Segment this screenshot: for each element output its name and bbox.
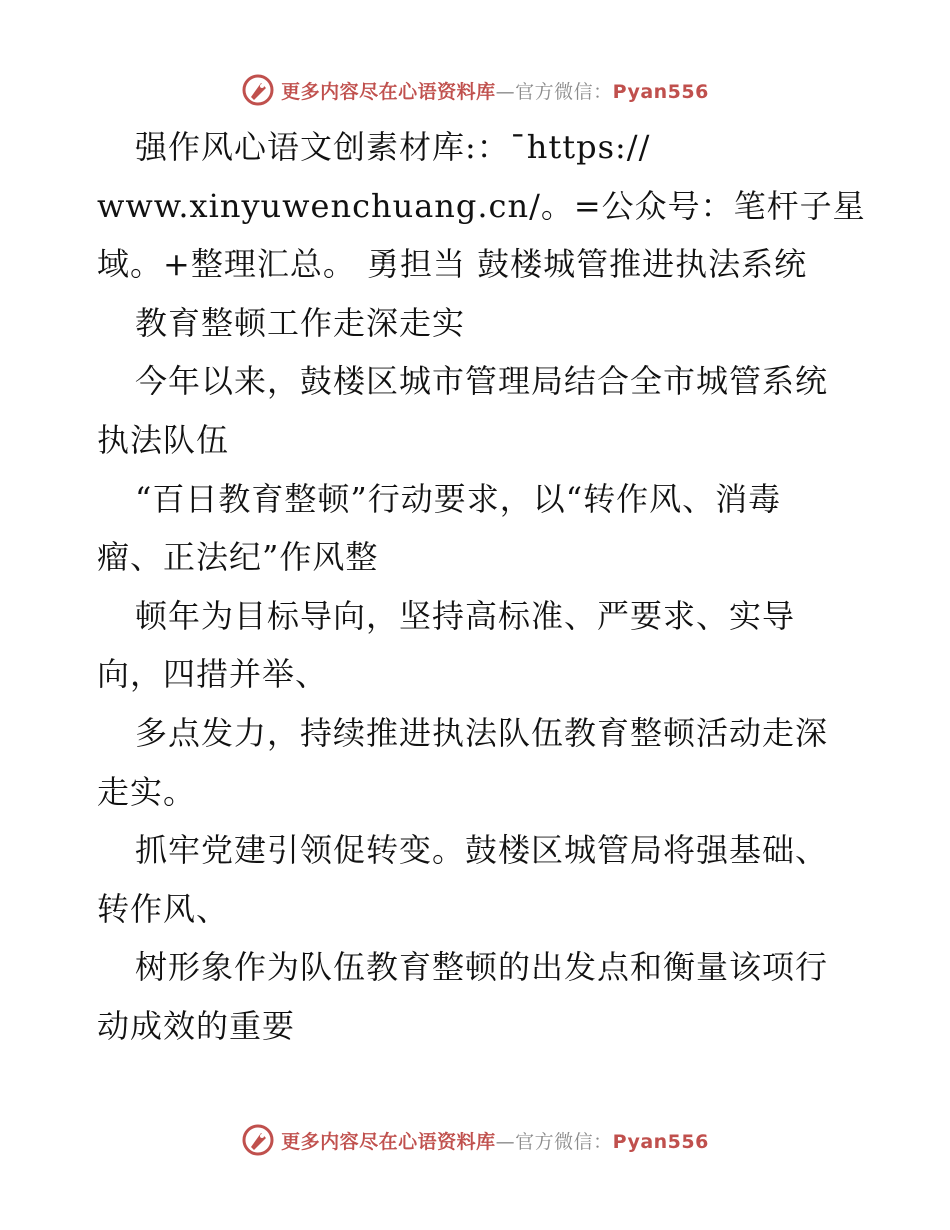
text-line: 多点发力，持续推进执法队伍教育整顿活动走深	[135, 713, 829, 752]
document-body	[97, 118, 866, 1056]
text-line: 向，四措并举、	[97, 655, 329, 694]
text-line: 域。+整理汇总。 勇担当 鼓楼城管推进执法系统	[97, 245, 808, 284]
banner-separator: —	[495, 1130, 516, 1153]
text-line: 动成效的重要	[97, 1006, 296, 1045]
text-line: “百日教育整顿”行动要求，以“转作风、消毒	[135, 479, 782, 518]
text-line: 抓牢党建引领促转变。鼓楼区城管局将强基础、	[135, 831, 829, 870]
banner-separator: —	[495, 80, 516, 103]
banner-main-text: 更多内容尽在心语资料库	[281, 1130, 496, 1153]
banner-main-text: 更多内容尽在心语资料库	[281, 80, 496, 103]
banner-wechat-label: 官方微信：	[515, 1130, 613, 1153]
text-line: 强作风心语文创素材库:：¯https://	[135, 128, 651, 166]
text-line: www.xinyuwenchuang.cn/。=公众号：笔杆子星	[97, 186, 866, 225]
banner-text	[281, 77, 709, 104]
text-line: 树形象作为队伍教育整顿的出发点和衡量该项行	[135, 948, 829, 987]
banner-wechat-account: Pyan556	[612, 1130, 709, 1153]
text-line: 转作风、	[97, 889, 230, 928]
header-banner	[0, 70, 950, 110]
text-line: 教育整顿工作走深走实	[135, 303, 466, 342]
banner-text	[281, 1127, 709, 1154]
pen-nib-logo-icon	[241, 1123, 275, 1157]
footer-banner	[0, 1120, 950, 1160]
text-line: 走实。	[97, 772, 197, 811]
text-line: 顿年为目标导向，坚持高标准、严要求、实导	[135, 596, 796, 635]
banner-wechat-label: 官方微信：	[515, 80, 613, 103]
text-line: 今年以来，鼓楼区城市管理局结合全市城管系统	[135, 362, 829, 401]
text-line: 瘤、正法纪”作风整	[97, 538, 379, 577]
text-line: 执法队伍	[97, 420, 230, 459]
pen-nib-logo-icon	[241, 73, 275, 107]
banner-wechat-account: Pyan556	[612, 80, 709, 103]
